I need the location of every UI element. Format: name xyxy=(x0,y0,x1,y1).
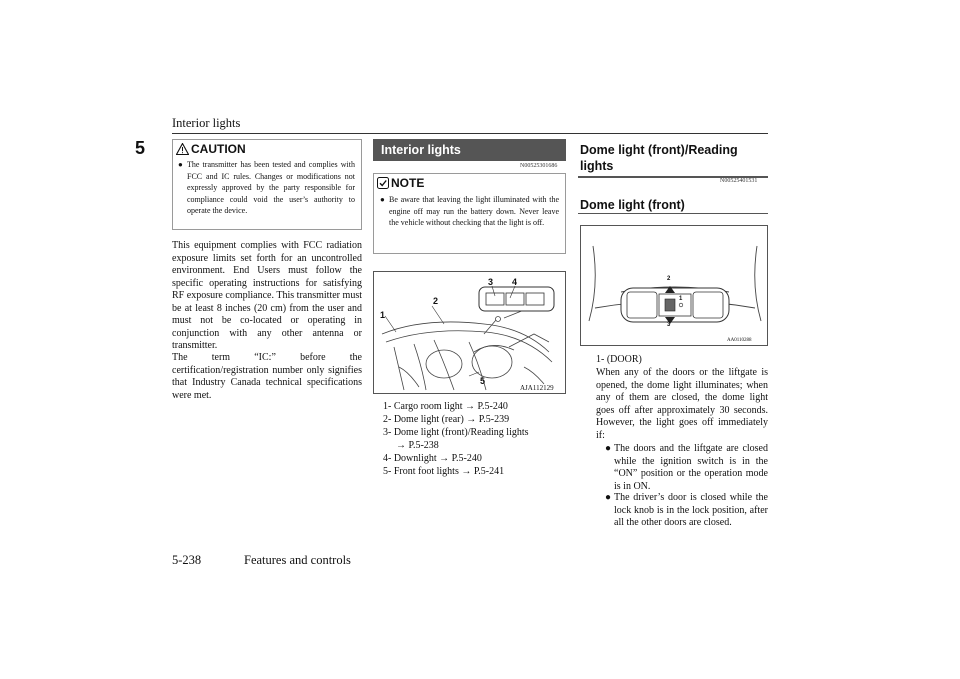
interior-lights-figure xyxy=(373,271,566,394)
callout-3: 3 xyxy=(488,277,494,287)
list-item: 2- Dome light (rear) → P.5-239 xyxy=(383,414,510,425)
caution-header xyxy=(173,140,361,158)
bullet-dot: ● xyxy=(605,443,612,454)
dome-callout-2: 2 xyxy=(667,276,671,282)
list-item: 5- Front foot lights → P.5-241 xyxy=(383,466,505,477)
dome-bullet-text: The driver’s door is closed while the lock knob is in the lock position, after all the other doors are closed. xyxy=(614,492,768,528)
dome-bullet-text: The doors and the liftgate are closed while the ignition switch is in the “ON” position or the operation mode is in ON. xyxy=(614,443,768,492)
chapter-number: 5 xyxy=(135,138,146,158)
caution-text: The transmitter has been tested and complies with FCC and IC rules. Changes or modifications not expressly approved by the party responsible for compliance could void the user’s authority to operate the device. xyxy=(187,160,355,216)
note-icon xyxy=(377,177,389,189)
caution-label: CAUTION xyxy=(191,142,246,156)
fcc-paragraph: This equipment complies with FCC radiation exposure limits set forth for an uncontrolled environment. End Users must follow the specific operating instructions for satisfying RF exposure compliance. This transmitter must be at least 8 inches (20 cm) from the user and must not be co-located or operating in conjunction with any other antenna or transmitter. xyxy=(172,240,362,351)
dome-figure-code: AA0110288 xyxy=(727,338,752,343)
dome-callout-3: 3 xyxy=(667,322,671,328)
callout-1: 1 xyxy=(380,310,386,320)
dome-ref-code: N00525401531 xyxy=(720,178,758,184)
caution-box xyxy=(172,139,362,230)
ic-paragraph: The term “IC:” before the certification/registration number only signifies that Industry Canada technical specifications were met. xyxy=(172,352,362,401)
dome-callout-1: 1 xyxy=(679,296,683,302)
dome-paragraph: When any of the doors or the liftgate is opened, the dome light illuminates; when any of them are closed, the dome light goes off after approximately 30 seconds. However, the light goes off immediately if: xyxy=(596,367,768,441)
warning-triangle-icon xyxy=(176,143,189,155)
note-bullet xyxy=(374,192,565,229)
callout-4: 4 xyxy=(512,277,518,287)
list-item: 4- Downlight → P.5-240 xyxy=(383,453,482,464)
door-position-label: 1- (DOOR) xyxy=(596,354,642,365)
note-text: Be aware that leaving the light illuminated with the engine off may run the battery down. Never leave the vehicle without checking that the light is off. xyxy=(389,195,559,228)
footer-page-number: 5-238 xyxy=(172,553,202,567)
dome-light-front-subtitle: Dome light (front) xyxy=(580,198,685,212)
note-label: NOTE xyxy=(391,176,425,190)
header-title: Interior lights xyxy=(172,116,241,130)
list-item: 1- Cargo room light → P.5-240 xyxy=(383,401,508,412)
callout-5: 5 xyxy=(480,376,486,386)
bullet-dot: ● xyxy=(605,492,612,503)
figure-code: AJA112129 xyxy=(520,384,554,392)
vehicle-interior-illustration xyxy=(374,272,566,394)
callout-2: 2 xyxy=(433,296,439,306)
list-item-continuation: → P.5-238 xyxy=(396,440,439,451)
list-item: 3- Dome light (front)/Reading lights xyxy=(383,427,529,438)
header-rule xyxy=(172,133,768,134)
dome-light-figure xyxy=(580,225,768,346)
dome-light-illustration xyxy=(581,226,768,346)
dome-subtitle-rule xyxy=(578,213,768,214)
dome-bullet-2 xyxy=(605,492,768,530)
note-header xyxy=(374,174,565,192)
interior-lights-ref-code: N00525301686 xyxy=(520,163,558,169)
caution-bullet xyxy=(173,158,361,217)
note-box xyxy=(373,173,566,254)
interior-lights-list xyxy=(383,400,529,478)
bullet-dot: ● xyxy=(178,160,183,169)
footer-section-name: Features and controls xyxy=(244,553,351,567)
dome-bullet-1 xyxy=(605,443,768,493)
dome-light-title: Dome light (front)/Reading lights xyxy=(580,143,738,173)
interior-lights-title: Interior lights xyxy=(373,139,566,161)
bullet-dot: ● xyxy=(380,195,385,204)
